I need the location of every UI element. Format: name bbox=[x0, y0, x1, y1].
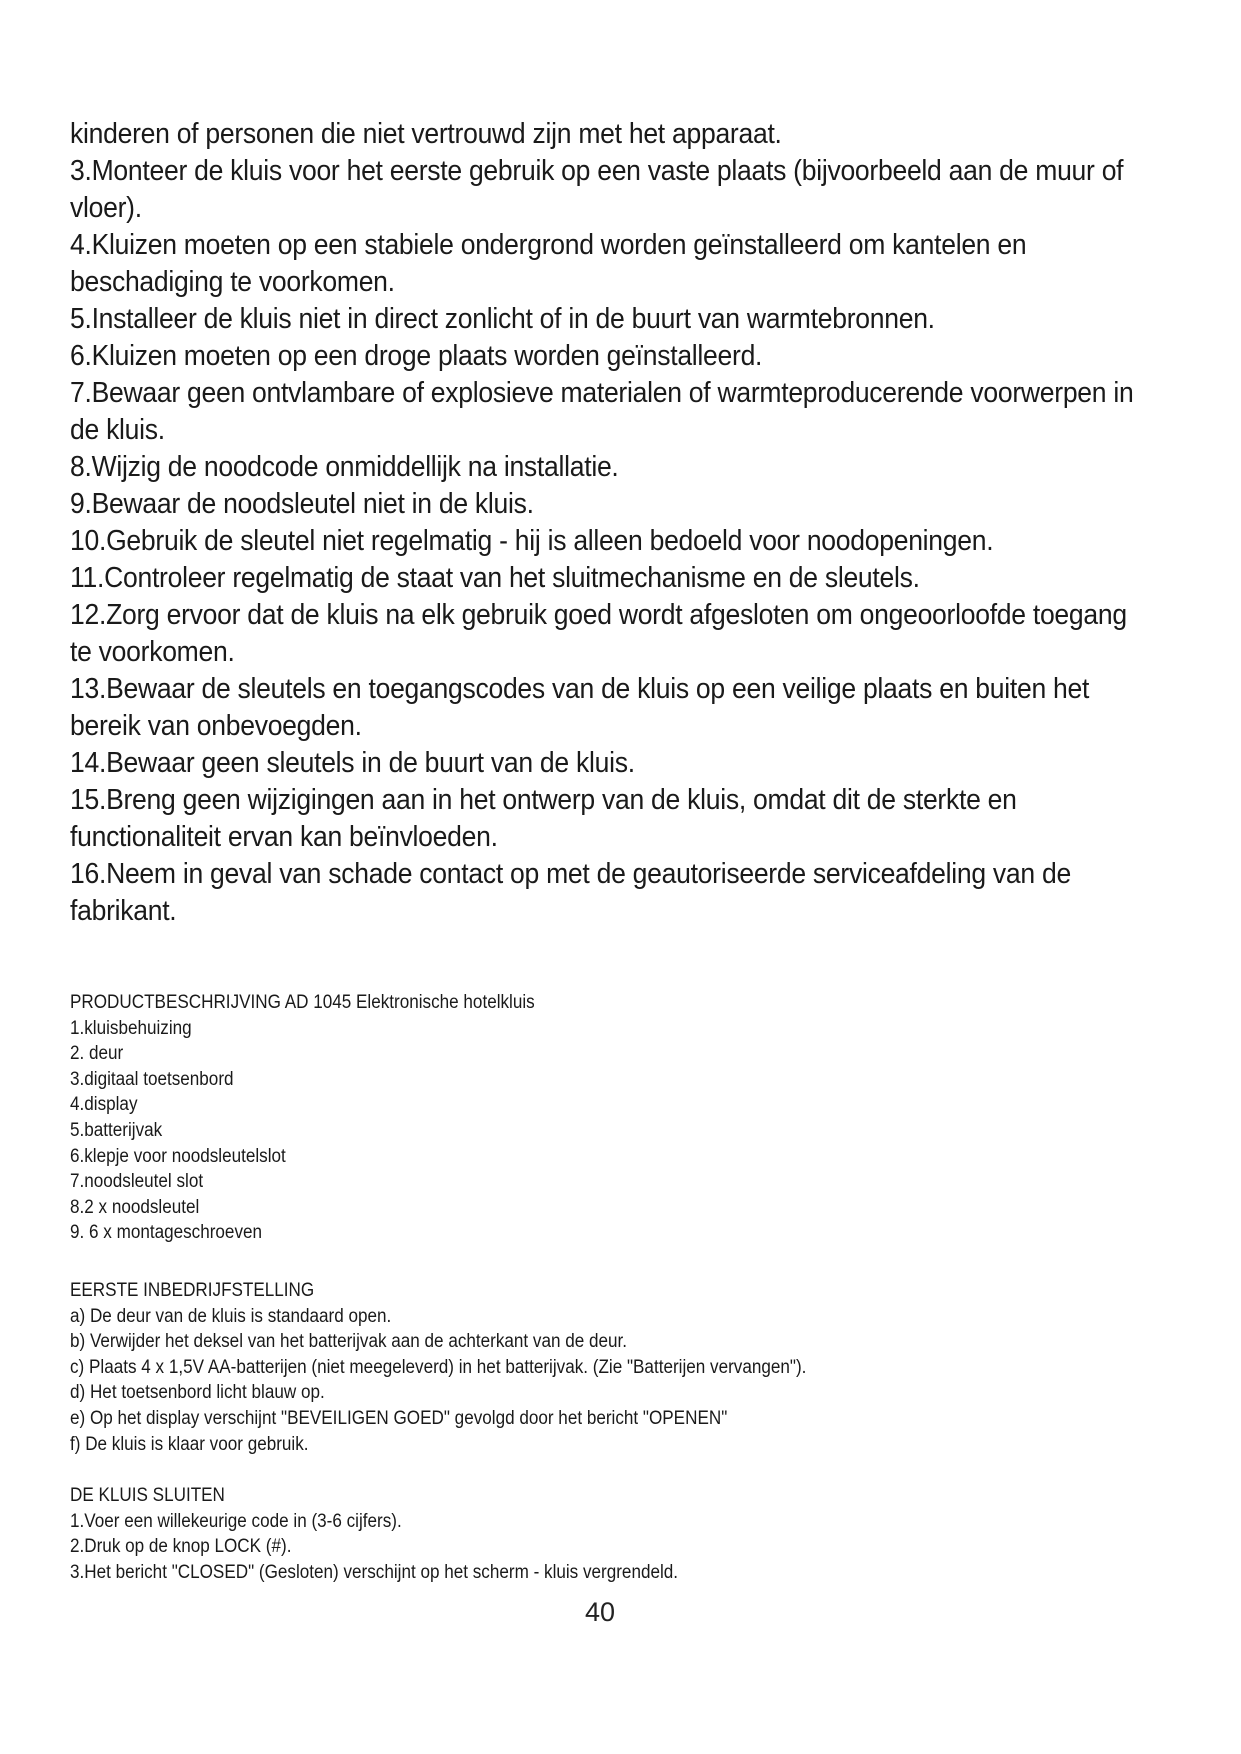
safety-instruction-continued: kinderen of personen die niet vertrouwd zijn met het apparaat. bbox=[70, 118, 782, 150]
safety-instruction-11: 11.Controleer regelmatig de staat van het sluitmechanisme en de sleutels. bbox=[70, 562, 920, 594]
safety-instruction-5: 5.Installeer de kluis niet in direct zonlicht of in de buurt van warmtebronnen. bbox=[70, 303, 935, 335]
closing-step: 2.Druk op de knop LOCK (#). bbox=[70, 1536, 292, 1558]
safety-instruction-15: 15.Breng geen wijzigingen aan in het ontwerp van de kluis, omdat dit de sterkte en functionaliteit ervan kan beïnvloeden. bbox=[70, 784, 1017, 853]
product-description-section bbox=[70, 990, 1060, 1246]
first-use-heading: EERSTE INBEDRIJFSTELLING bbox=[70, 1280, 315, 1301]
product-part-item: 7.noodsleutel slot bbox=[70, 1171, 204, 1193]
first-use-section bbox=[70, 1278, 1060, 1457]
product-part-item: 5.batterijvak bbox=[70, 1119, 163, 1141]
safety-instruction-12: 12.Zorg ervoor dat de kluis na elk gebruik goed wordt afgesloten om ongeoorloofde toegang te voorkomen. bbox=[70, 599, 1127, 668]
safety-instruction-7: 7.Bewaar geen ontvlambare of explosieve materialen of warmteproducerende voorwerpen in de kluis. bbox=[70, 377, 1134, 446]
first-use-step: d) Het toetsenbord licht blauw op. bbox=[70, 1382, 325, 1404]
safety-instruction-4: 4.Kluizen moeten op een stabiele ondergrond worden geïnstalleerd om kantelen en beschadiging te voorkomen. bbox=[70, 229, 1027, 298]
safety-instructions-list bbox=[70, 116, 1150, 930]
safety-instruction-8: 8.Wijzig de noodcode onmiddellijk na installatie. bbox=[70, 451, 619, 483]
first-use-step: e) Op het display verschijnt "BEVEILIGEN GOED" gevolgd door het bericht "OPENEN" bbox=[70, 1407, 728, 1429]
product-part-item: 8.2 x noodsleutel bbox=[70, 1196, 200, 1218]
page-number: 40 bbox=[584, 1597, 616, 1627]
safety-instruction-13: 13.Bewaar de sleutels en toegangscodes van de kluis op een veilige plaats en buiten het bereik van onbevoegden. bbox=[70, 673, 1090, 742]
product-part-item: 6.klepje voor noodsleutelslot bbox=[70, 1145, 286, 1167]
safety-instruction-9: 9.Bewaar de noodsleutel niet in de kluis. bbox=[70, 488, 534, 520]
closing-steps bbox=[70, 1509, 1060, 1586]
product-part-item: 3.digitaal toetsenbord bbox=[70, 1068, 234, 1090]
safety-instruction-14: 14.Bewaar geen sleutels in de buurt van de kluis. bbox=[70, 747, 635, 779]
product-part-item: 9. 6 x montageschroeven bbox=[70, 1222, 263, 1244]
closing-step: 3.Het bericht "CLOSED" (Gesloten) verschijnt op het scherm - kluis vergrendeld. bbox=[70, 1561, 679, 1583]
first-use-steps bbox=[70, 1304, 1060, 1458]
first-use-step: c) Plaats 4 x 1,5V AA-batterijen (niet meegeleverd) in het batterijvak. (Zie "Batterijen vervangen"). bbox=[70, 1356, 807, 1378]
first-use-step: b) Verwijder het deksel van het batterijvak aan de achterkant van de deur. bbox=[70, 1331, 628, 1353]
product-parts-list bbox=[70, 1016, 1060, 1246]
first-use-step: f) De kluis is klaar voor gebruik. bbox=[70, 1433, 309, 1455]
closing-heading: DE KLUIS SLUITEN bbox=[70, 1485, 225, 1506]
product-part-item: 1.kluisbehuizing bbox=[70, 1017, 192, 1039]
first-use-step: a) De deur van de kluis is standaard open. bbox=[70, 1305, 392, 1327]
closing-section bbox=[70, 1483, 1060, 1585]
safety-instruction-16: 16.Neem in geval van schade contact op met de geautoriseerde serviceafdeling van de fabrikant. bbox=[70, 858, 1071, 927]
safety-instruction-10: 10.Gebruik de sleutel niet regelmatig - hij is alleen bedoeld voor noodopeningen. bbox=[70, 525, 994, 557]
safety-instruction-3: 3.Monteer de kluis voor het eerste gebruik op een vaste plaats (bijvoorbeeld aan de muur of vloer). bbox=[70, 155, 1124, 224]
closing-step: 1.Voer een willekeurige code in (3-6 cijfers). bbox=[70, 1510, 402, 1532]
product-description-heading: PRODUCTBESCHRIJVING AD 1045 Elektronische hotelkluis bbox=[70, 992, 535, 1013]
product-part-item: 2. deur bbox=[70, 1043, 124, 1065]
safety-instruction-6: 6.Kluizen moeten op een droge plaats worden geïnstalleerd. bbox=[70, 340, 763, 372]
product-part-item: 4.display bbox=[70, 1094, 138, 1116]
